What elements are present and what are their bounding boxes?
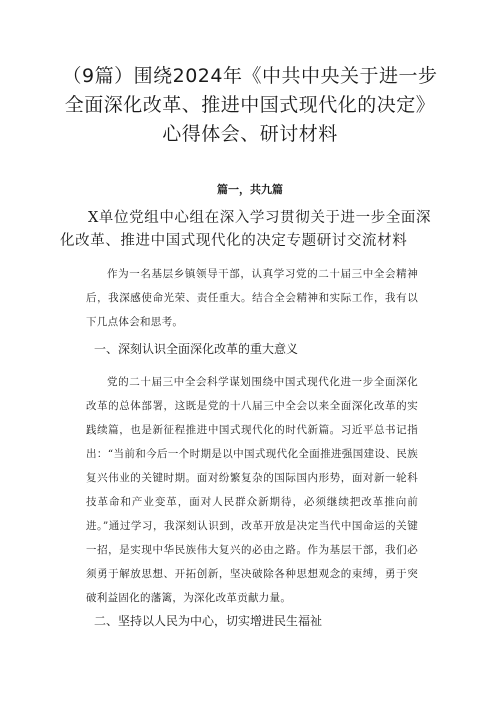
document-subtitle: X单位党组中心组在深入学习贯彻关于进一步全面深化改革、推进中国式现代化的决定专题研讨交流材料: [60, 210, 432, 249]
section-heading-1: 一、深刻认识全面深化改革的重大意义: [94, 342, 299, 356]
document-title: （9篇）围绕2024年《中共中央关于进一步全面深化改革、推进中国式现代化的决定》心得体会、研讨材料: [62, 65, 438, 145]
section-label: 篇一，共九篇: [217, 183, 283, 196]
intro-paragraph: 作为一名基层乡镇领导干部，认真学习党的二十届三中全会精神后，我深感使命光荣、责任重大。结合全会精神和实际工作，我有以下几点体会和思考。: [86, 268, 418, 328]
body-paragraph-1: 党的二十届三中全会科学谋划围绕中国式现代化进一步全面深化改革的总体部署，这既是党的十八届三中全会以来全面深化改革的实践续篇，也是新征程推进中国式现代化的时代新篇。习近平总书记指出：“当前和今后一个时期是以中国式现代化全面推进强国建设、民族复兴伟业的关键时期。面对纷繁复杂的国际国内形势，面对新一轮科技革命和产业变革，面对人民群众新期待，必须继续把改革推向前进。”通过学习，我深刻认识到，改革开放是决定当代中国命运的关键一招，是实现中华民族伟大复兴的必由之路。作为基层干部，我们必须勇于解放思想、开拓创新，坚决破除各种思想观念的束缚，勇于突破利益固化的藩篱，为深化改革贡献力量。: [86, 376, 418, 604]
section-heading-2: 二、坚持以人民为中心，切实增进民生福祉: [94, 614, 323, 628]
